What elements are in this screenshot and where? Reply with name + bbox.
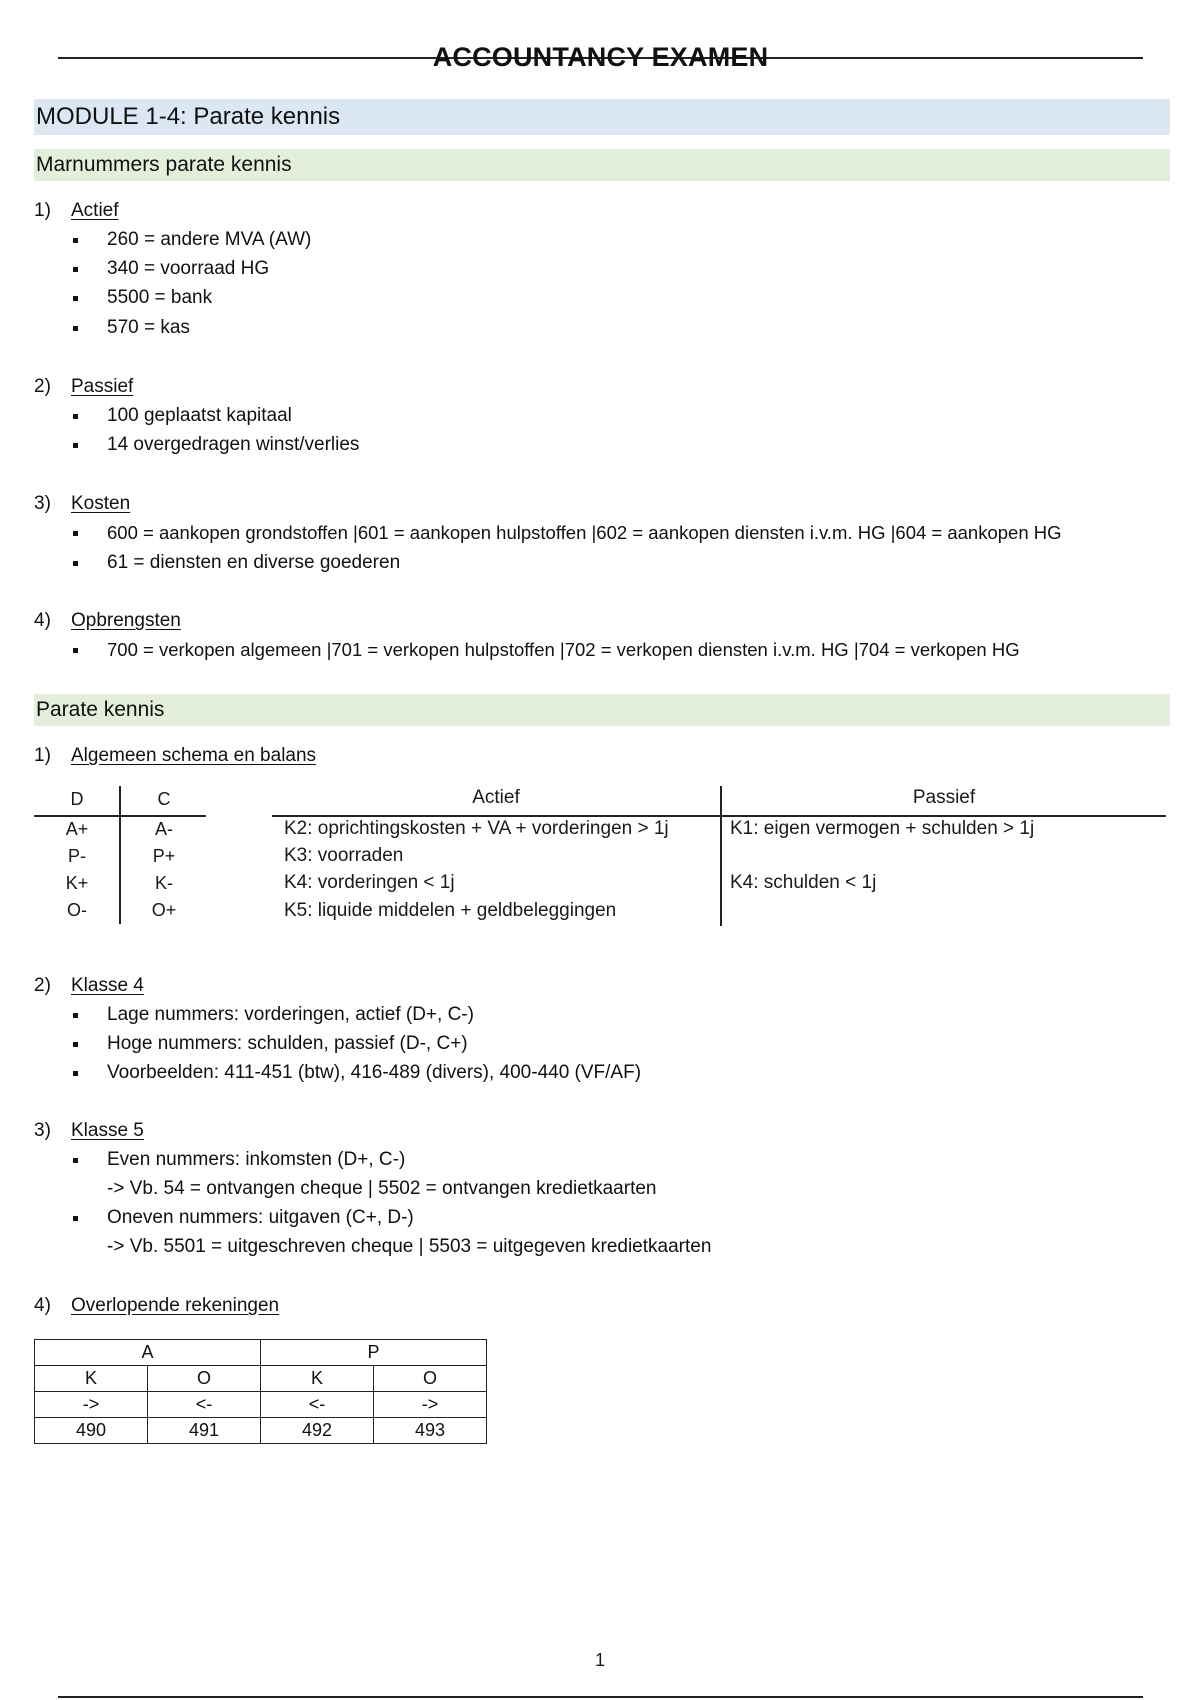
table-cell: O: [148, 1366, 261, 1392]
bullet-icon: [73, 1158, 78, 1163]
section-heading-marnummers: [34, 149, 1170, 181]
bullet-icon: [73, 443, 78, 448]
table-cell: 492: [261, 1418, 374, 1444]
bullet-icon: [73, 1013, 78, 1018]
dc-cell: A+: [65, 819, 89, 839]
table-cell: O: [374, 1366, 487, 1392]
heading-overlopende-rekeningen: [34, 1295, 279, 1317]
table-cell: ->: [35, 1392, 148, 1418]
table-cell: <-: [148, 1392, 261, 1418]
heading-label: Overlopende rekeningen: [71, 1295, 280, 1316]
footer-rule: [58, 1696, 1143, 1698]
table-cell: K: [35, 1366, 148, 1392]
heading-number: 4): [34, 1295, 51, 1316]
heading-number: 3): [34, 493, 51, 514]
dc-cell: K-: [155, 873, 173, 893]
heading-klasse-5: [34, 1120, 144, 1142]
table-cell: A: [35, 1340, 261, 1366]
heading-number: 2): [34, 376, 51, 397]
table-row: [35, 1366, 487, 1392]
heading-label: Klasse 5: [71, 1120, 144, 1141]
heading-label: Actief: [71, 200, 119, 221]
balans-actief-row: K2: oprichtingskosten + VA + vorderingen > 1j: [284, 818, 669, 839]
bullet-icon: [73, 561, 78, 566]
heading-label: Kosten: [71, 493, 131, 514]
dc-cell: P-: [68, 846, 86, 866]
heading-number: 4): [34, 610, 51, 631]
example-line: -> Vb. 54 = ontvangen cheque | 5502 = ontvangen kredietkaarten: [107, 1178, 657, 1199]
heading-actief: [34, 200, 119, 222]
heading-number: 1): [34, 745, 51, 766]
page-title: [58, 40, 1143, 80]
heading-opbrengsten: [34, 610, 181, 632]
heading-number: 3): [34, 1120, 51, 1141]
table-cell: 493: [374, 1418, 487, 1444]
table-cell: 491: [148, 1418, 261, 1444]
table-row: [35, 1340, 487, 1366]
table-cell: 490: [35, 1418, 148, 1444]
page-number: 1: [594, 1650, 605, 1670]
module-heading: [34, 99, 1170, 135]
heading-algemeen-schema: [34, 745, 316, 767]
bullet-icon: [73, 1042, 78, 1047]
heading-number: 2): [34, 975, 51, 996]
table-cell: P: [261, 1340, 487, 1366]
module-heading-text: MODULE 1-4: Parate kennis: [36, 103, 341, 130]
bullet-icon: [73, 648, 78, 653]
section-heading-text: Parate kennis: [36, 698, 165, 721]
balans-table: [272, 786, 1166, 926]
bullet-icon: [73, 238, 78, 243]
heading-number: 1): [34, 200, 51, 221]
table-cell: <-: [261, 1392, 374, 1418]
heading-klasse-4: [34, 975, 144, 997]
bullet-icon: [73, 531, 78, 536]
bullet-icon: [73, 267, 78, 272]
balans-passief-row: K1: eigen vermogen + schulden > 1j: [730, 818, 1035, 839]
bullet-icon: [73, 326, 78, 331]
balans-rule: [272, 815, 1166, 817]
section-heading-text: Marnummers parate kennis: [36, 153, 292, 176]
table-row: [35, 1418, 487, 1444]
dc-cell: K+: [65, 873, 89, 893]
heading-label: Algemeen schema en balans: [71, 745, 317, 766]
balans-actief-row: K3: voorraden: [284, 845, 404, 866]
heading-label: Passief: [71, 376, 134, 397]
overlopende-rekeningen-table: [34, 1339, 487, 1444]
bullet-icon: [73, 414, 78, 419]
dc-t-account: [34, 786, 206, 926]
balans-actief-row: K4: vorderingen < 1j: [284, 872, 455, 893]
dc-cell: P+: [152, 846, 176, 866]
section-heading-parate-kennis: [34, 694, 1170, 726]
heading-passief: [34, 376, 133, 398]
heading-label: Klasse 4: [71, 975, 144, 996]
balans-header-passief: Passief: [912, 787, 976, 808]
t-account-rule: [34, 815, 206, 817]
table-cell: K: [261, 1366, 374, 1392]
document-page: ACCOUNTANCY EXAMEN MODULE 1-4: Parate kennis Marnummers parate kennis 1) Actief 260 = andere MVA (AW) 340 = voorraad HG 5500 = bank 570 = kas 2) Passief 100 geplaatst kapitaal 14 overgedragen winst/verlies 3) Kosten 600 = aankopen grondstoffen |601 = aankopen hulpstoffen |602 = aankopen diensten i.v.m. HG |604 = aankopen HG 61 = diensten en diverse goederen 4) Opbrengsten 700 = verkopen algemeen |701 = verkopen hulpstoffen |702 = verkopen diensten i.v.m. HG |704 = verkopen HG Parate kennis 1) Algemeen schema en balans D C A+ A- P- P+ K+ K- O- O+ Actief Passief K2: oprichtingskosten + VA + vorderingen > 1j K3: voorraden K4: vorderingen < 1j K5: liquide middelen + geldbeleggingen K1: eigen vermogen + schulden > 1j K4: schulden < 1j 2) Klasse 4 Lage nummers: vorderingen, actief (D+, C-) Hoge nummers: schulden, passief (D-, C+) Voorbeelden: 411-451 (btw), 416-489 (divers), 400-440 (VF/AF) 3) Klasse 5 Even nummers: inkomsten (D+, C-) -> Vb. 54 = ontvangen cheque | 5502 = ontvangen kredietkaarten Oneven nummers: uitgaven (C+, D-) -> Vb. 5501 = uitgeschreven cheque | 5503 = uitgegeven kredietkaarten 4) Overlopende rekeningen A P K O K O -> <- <- -> 490 491 492 493 1: [0, 0, 1200, 1700]
balans-passief-row: K4: schulden < 1j: [730, 872, 877, 893]
bullet-icon: [73, 1071, 78, 1076]
balans-actief-row: K5: liquide middelen + geldbeleggingen: [284, 900, 617, 921]
bullet-icon: [73, 1216, 78, 1221]
title-text: ACCOUNTANCY EXAMEN: [432, 42, 769, 72]
heading-label: Opbrengsten: [71, 610, 181, 631]
bullet-icon: [73, 296, 78, 301]
table-row: [35, 1392, 487, 1418]
dc-header-d: D: [70, 789, 84, 809]
t-account-divider: [119, 786, 121, 924]
example-line: -> Vb. 5501 = uitgeschreven cheque | 5503 = uitgegeven kredietkaarten: [107, 1236, 712, 1257]
balans-header-actief: Actief: [472, 787, 520, 808]
heading-kosten: [34, 493, 130, 515]
dc-cell: A-: [155, 819, 173, 839]
dc-cell: O+: [151, 900, 177, 920]
table-cell: ->: [374, 1392, 487, 1418]
dc-header-c: C: [157, 789, 171, 809]
dc-cell: O-: [67, 900, 87, 920]
